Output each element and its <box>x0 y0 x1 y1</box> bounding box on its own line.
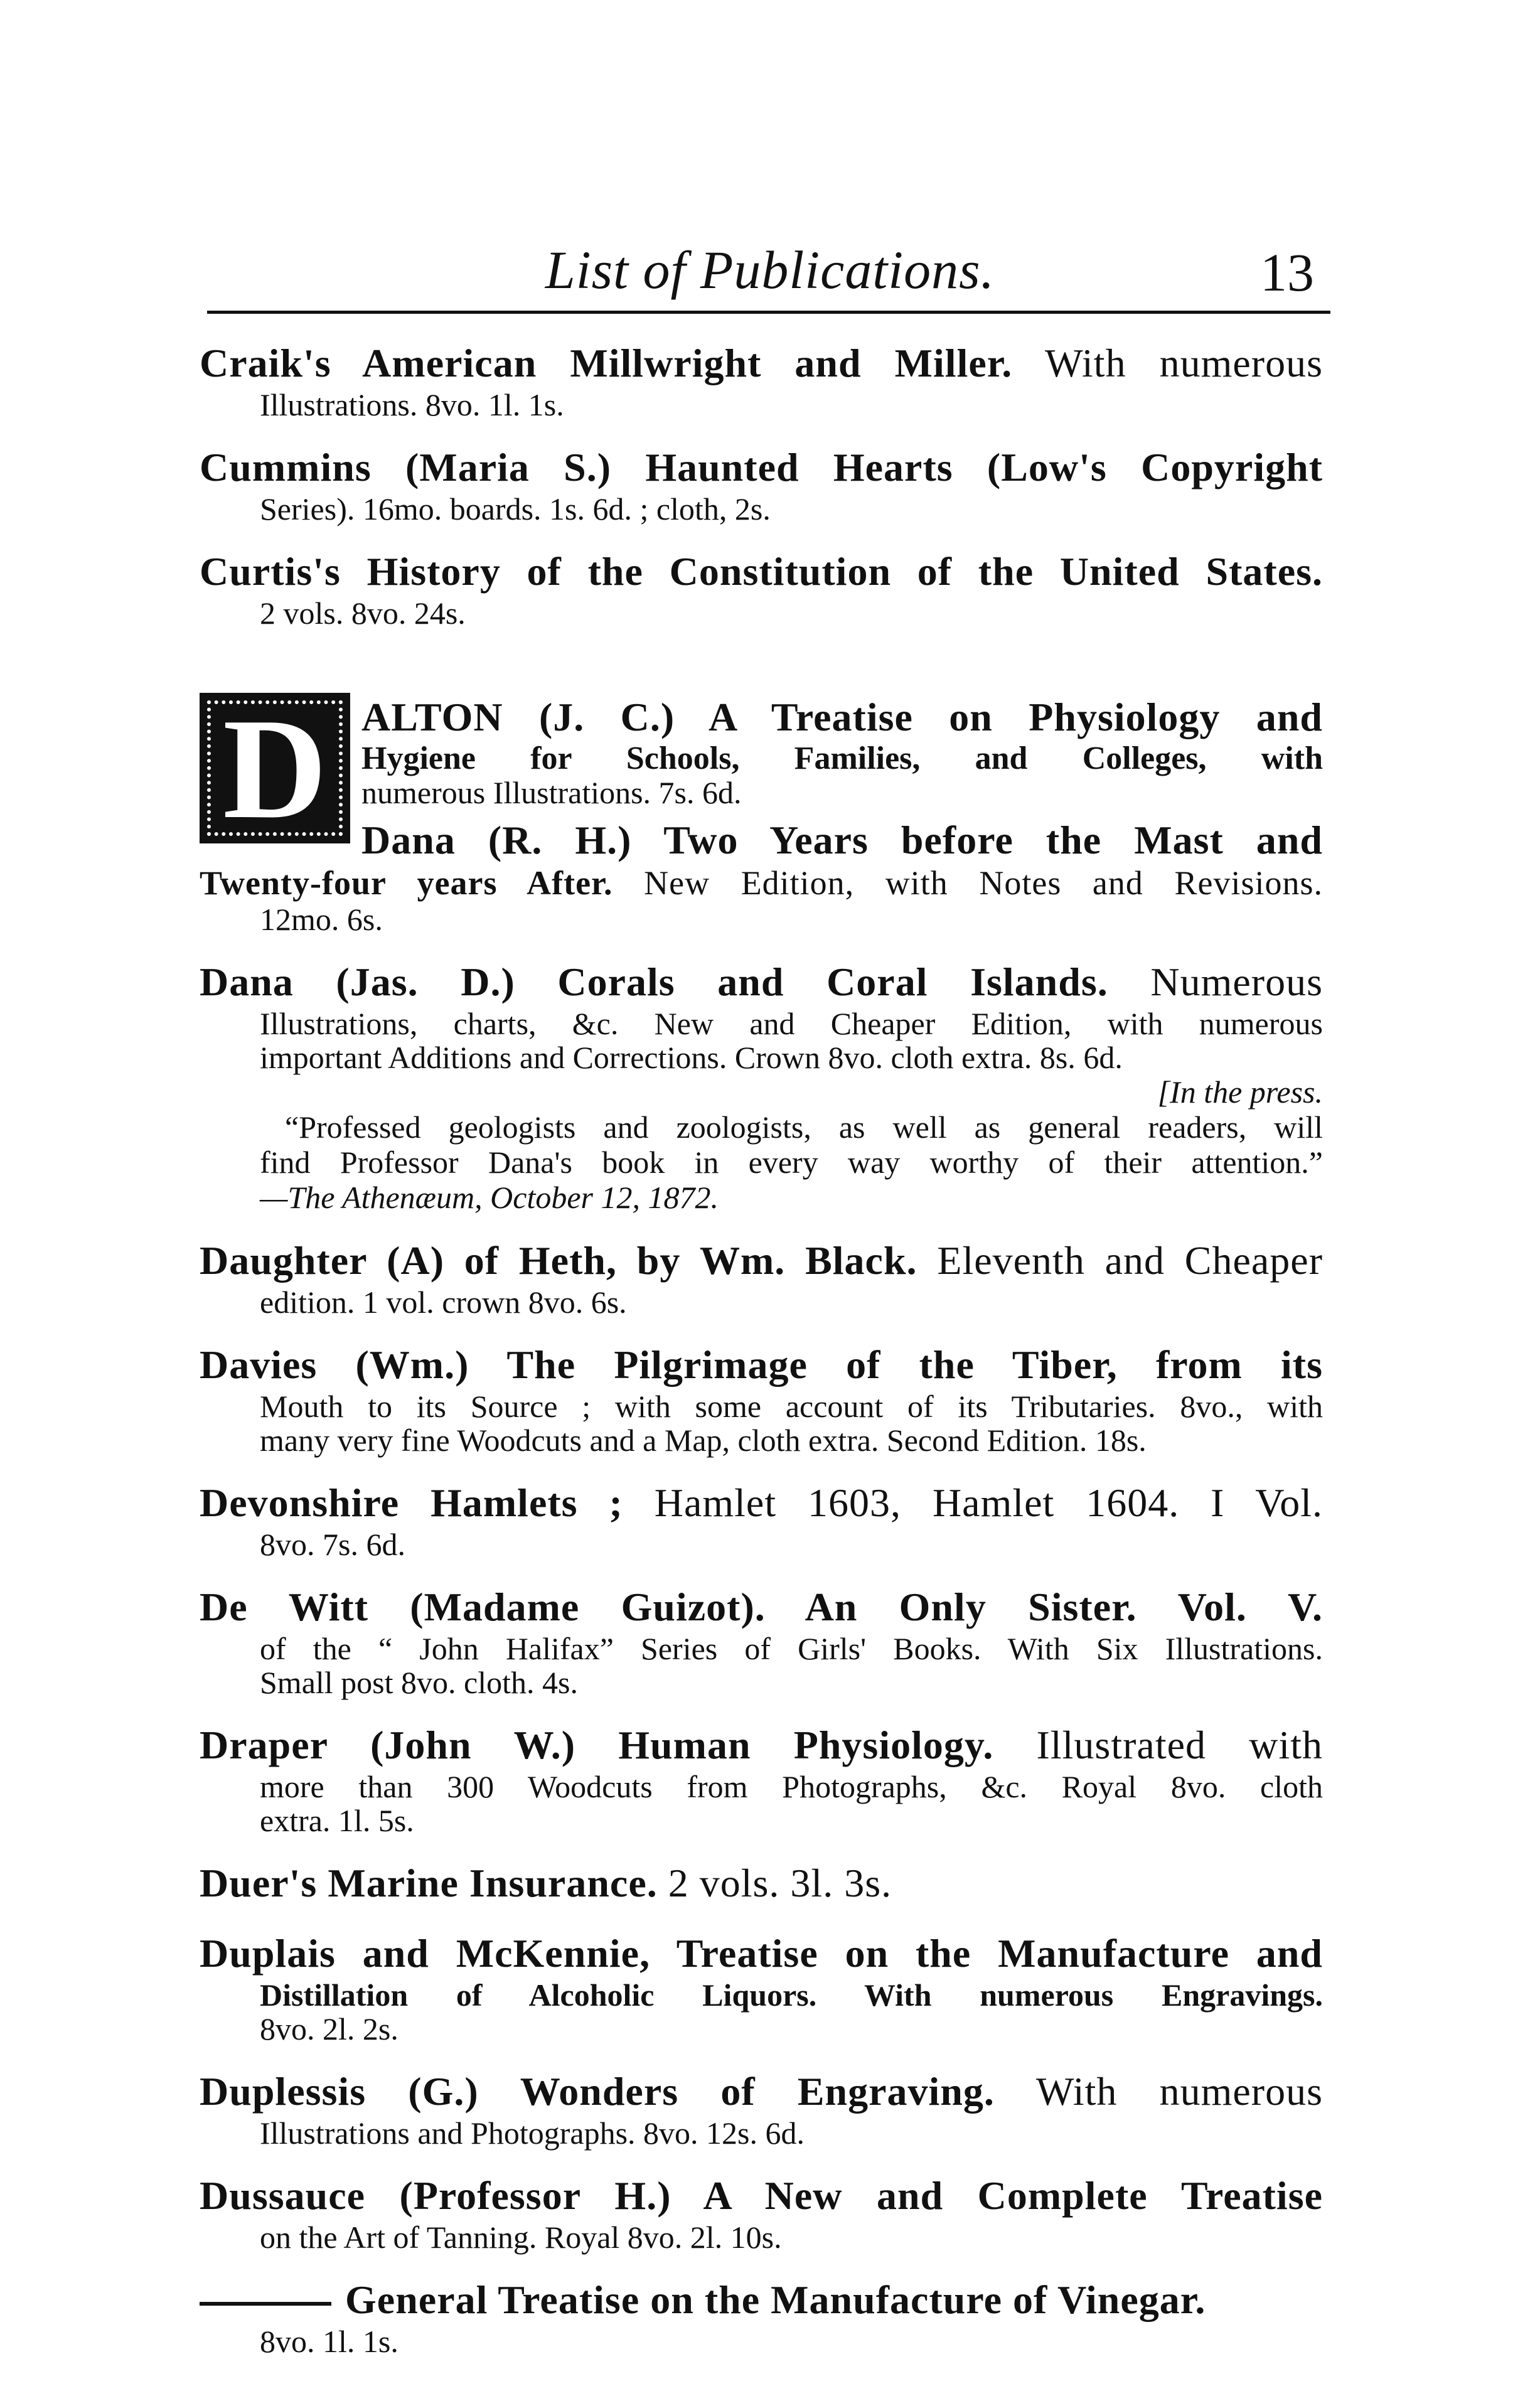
entry-details: 8vo. 7s. 6d. <box>260 1527 405 1562</box>
press-note: [In the press. <box>1157 1074 1323 1110</box>
list-item <box>200 339 1323 422</box>
ditto-dash <box>200 2302 331 2306</box>
entry-details: extra. 1l. 5s. <box>260 1803 414 1838</box>
entry-details: Illustrations, charts, &c. New and Cheaper Edition, with numerous <box>260 1006 1323 1041</box>
list-item <box>200 1479 1323 1561</box>
entry-heading: Dana (Jas. D.) Corals and Coral Islands. Numerous <box>200 960 1323 1004</box>
list-item <box>200 1340 1323 1457</box>
review-source: —The Athenæum, October 12, 1872. <box>260 1180 719 1215</box>
entry-heading: Cummins (Maria S.) Haunted Hearts (Low's Copyright <box>200 445 1323 489</box>
entry-details: on the Art of Tanning. Royal 8vo. 2l. 10s. <box>260 2220 782 2255</box>
entry-heading: Daughter (A) of Heth, by Wm. Black. Eleventh and Cheaper <box>200 1238 1323 1283</box>
entry-details: Distillation of Alcoholic Liquors. With numerous Engravings. <box>260 1977 1323 2013</box>
list-item <box>200 1583 1323 1699</box>
entry-details: 12mo. 6s. <box>260 902 383 937</box>
list-item <box>200 2276 1323 2358</box>
entry-heading: Davies (Wm.) The Pilgrimage of the Tiber, from its <box>200 1342 1323 1387</box>
entry-details: Small post 8vo. cloth. 4s. <box>260 1665 578 1700</box>
header-rule <box>207 311 1330 314</box>
list-item <box>200 2067 1323 2150</box>
list-item <box>200 547 1323 630</box>
dalton-entry <box>200 688 1323 875</box>
publication-list <box>200 339 1323 2380</box>
entry-details: Series). 16mo. boards. 1s. 6d. ; cloth, 2s. <box>260 491 771 527</box>
entry-details: of the “ John Halifax” Series of Girls' Books. With Six Illustrations. <box>260 1631 1323 1666</box>
entry-heading: Craik's American Millwright and Miller. With numerous <box>200 341 1323 385</box>
list-item <box>200 2171 1323 2254</box>
list-item <box>200 958 1323 1215</box>
entry-details: important Additions and Corrections. Crown 8vo. cloth extra. 8s. 6d. <box>260 1040 1123 1075</box>
entry-heading: Draper (John W.) Human Physiology. Illustrated with <box>200 1723 1323 1767</box>
entry-heading: Devonshire Hamlets ; Hamlet 1603, Hamlet 1604. I Vol. <box>200 1480 1323 1525</box>
entry-details: Illustrations. 8vo. 1l. 1s. <box>260 387 564 422</box>
running-title: List of Publications. <box>545 240 995 300</box>
entry-heading: Dana (R. H.) Two Years before the Mast and <box>361 818 1323 862</box>
entry-heading: ALTON (J. C.) A Treatise on Physiology and <box>361 695 1323 739</box>
entry-details: 2 vols. 8vo. 24s. <box>260 596 466 631</box>
page-number: 13 <box>1260 242 1314 302</box>
list-item <box>200 1929 1323 2046</box>
entry-heading: Twenty-four years After. New Edition, with Notes and Revisions. <box>200 864 1323 902</box>
review-quote: “Professed geologists and zoologists, as well as general readers, will <box>285 1110 1323 1145</box>
list-item <box>200 1859 1323 1908</box>
list-item <box>200 443 1323 526</box>
entry-details: Hygiene for Schools, Families, and Colleges, with <box>361 741 1323 776</box>
entry-heading: Curtis's History of the Constitution of the United States. <box>200 549 1323 594</box>
entry-details: 8vo. 1l. 1s. <box>260 2324 398 2359</box>
review-quote: find Professor Dana's book in every way worthy of their attention.” <box>260 1145 1323 1180</box>
list-item <box>200 1236 1323 1319</box>
list-item <box>200 1721 1323 1837</box>
entry-details: Mouth to its Source ; with some account of its Tributaries. 8vo., with <box>260 1389 1323 1424</box>
ornamental-dropcap: D <box>200 693 350 843</box>
entry-heading: Duplais and McKennie, Treatise on the Manufacture and <box>200 1931 1323 1976</box>
entry-heading: Duer's Marine Insurance. 2 vols. 3l. 3s. <box>200 1861 892 1905</box>
entry-heading: De Witt (Madame Guizot). An Only Sister. Vol. V. <box>200 1585 1323 1629</box>
entry-details: 8vo. 2l. 2s. <box>260 2011 398 2046</box>
entry-details: numerous Illustrations. 7s. 6d. <box>361 775 742 810</box>
entry-heading: Duplessis (G.) Wonders of Engraving. With numerous <box>200 2069 1323 2114</box>
page-header <box>0 232 1540 301</box>
entry-details: edition. 1 vol. crown 8vo. 6s. <box>260 1285 627 1320</box>
entry-heading: Dussauce (Professor H.) A New and Complete Treatise <box>200 2173 1323 2218</box>
entry-details: more than 300 Woodcuts from Photographs, &c. Royal 8vo. cloth <box>260 1769 1323 1804</box>
entry-details: Illustrations and Photographs. 8vo. 12s. 6d. <box>260 2116 805 2151</box>
entry-details: many very fine Woodcuts and a Map, cloth extra. Second Edition. 18s. <box>260 1423 1147 1458</box>
entry-heading: General Treatise on the Manufacture of Vinegar. <box>200 2276 1323 2324</box>
